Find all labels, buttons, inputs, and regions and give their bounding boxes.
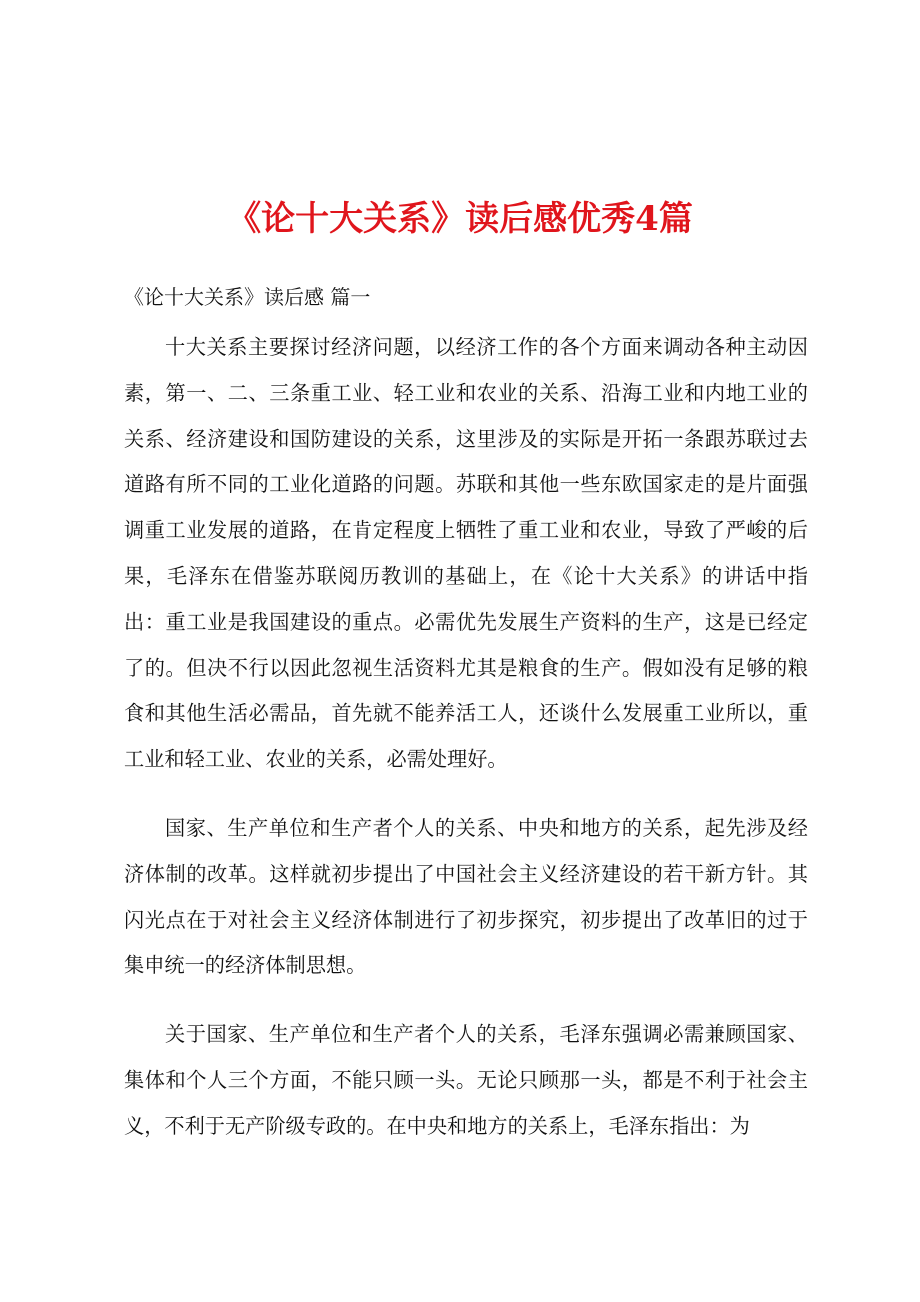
paragraph-2: 国家、生产单位和生产者个人的关系、中央和地方的关系，起先涉及经济体制的改革。这样就初步提出了中国社会主义经济建设的若干新方针。其闪光点在于对社会主义经济体制进行了初步探究，初步提出了改革旧的过于集申统一的经济体制思想。	[124, 816, 808, 978]
document-title: 《论十大关系》读后感优秀4篇	[227, 199, 693, 239]
paragraph-3: 关于国家、生产单位和生产者个人的关系，毛泽东强调必需兼顾国家、集体和个人三个方面，不能只顾一头。无论只顾那一头，都是不利于社会主义，不利于无产阶级专政的。在中央和地方的关系上，毛泽东指出：为	[124, 1022, 808, 1138]
paragraph-1: 十大关系主要探讨经济问题，以经济工作的各个方面来调动各种主动因素，第一、二、三条重工业、轻工业和农业的关系、沿海工业和内地工业的关系、经济建设和国防建设的关系，这里涉及的实际是开拓一条跟苏联过去道路有所不同的工业化道路的问题。苏联和其他一些东欧国家走的是片面强调重工业发展的道路，在肯定程度上牺牲了重工业和农业，导致了严峻的后果，毛泽东在借鉴苏联阅历教训的基础上，在《论十大关系》的讲话中指出：重工业是我国建设的重点。必需优先发展生产资料的生产，这是已经定了的。但决不行以因此忽视生活资料尤其是粮食的生产。假如没有足够的粮食和其他生活必需品，首先就不能养活工人，还谈什么发展重工业所以，重工业和轻工业、农业的关系，必需处理好。	[124, 335, 808, 772]
section-heading: 《论十大关系》读后感 篇一	[124, 285, 371, 309]
